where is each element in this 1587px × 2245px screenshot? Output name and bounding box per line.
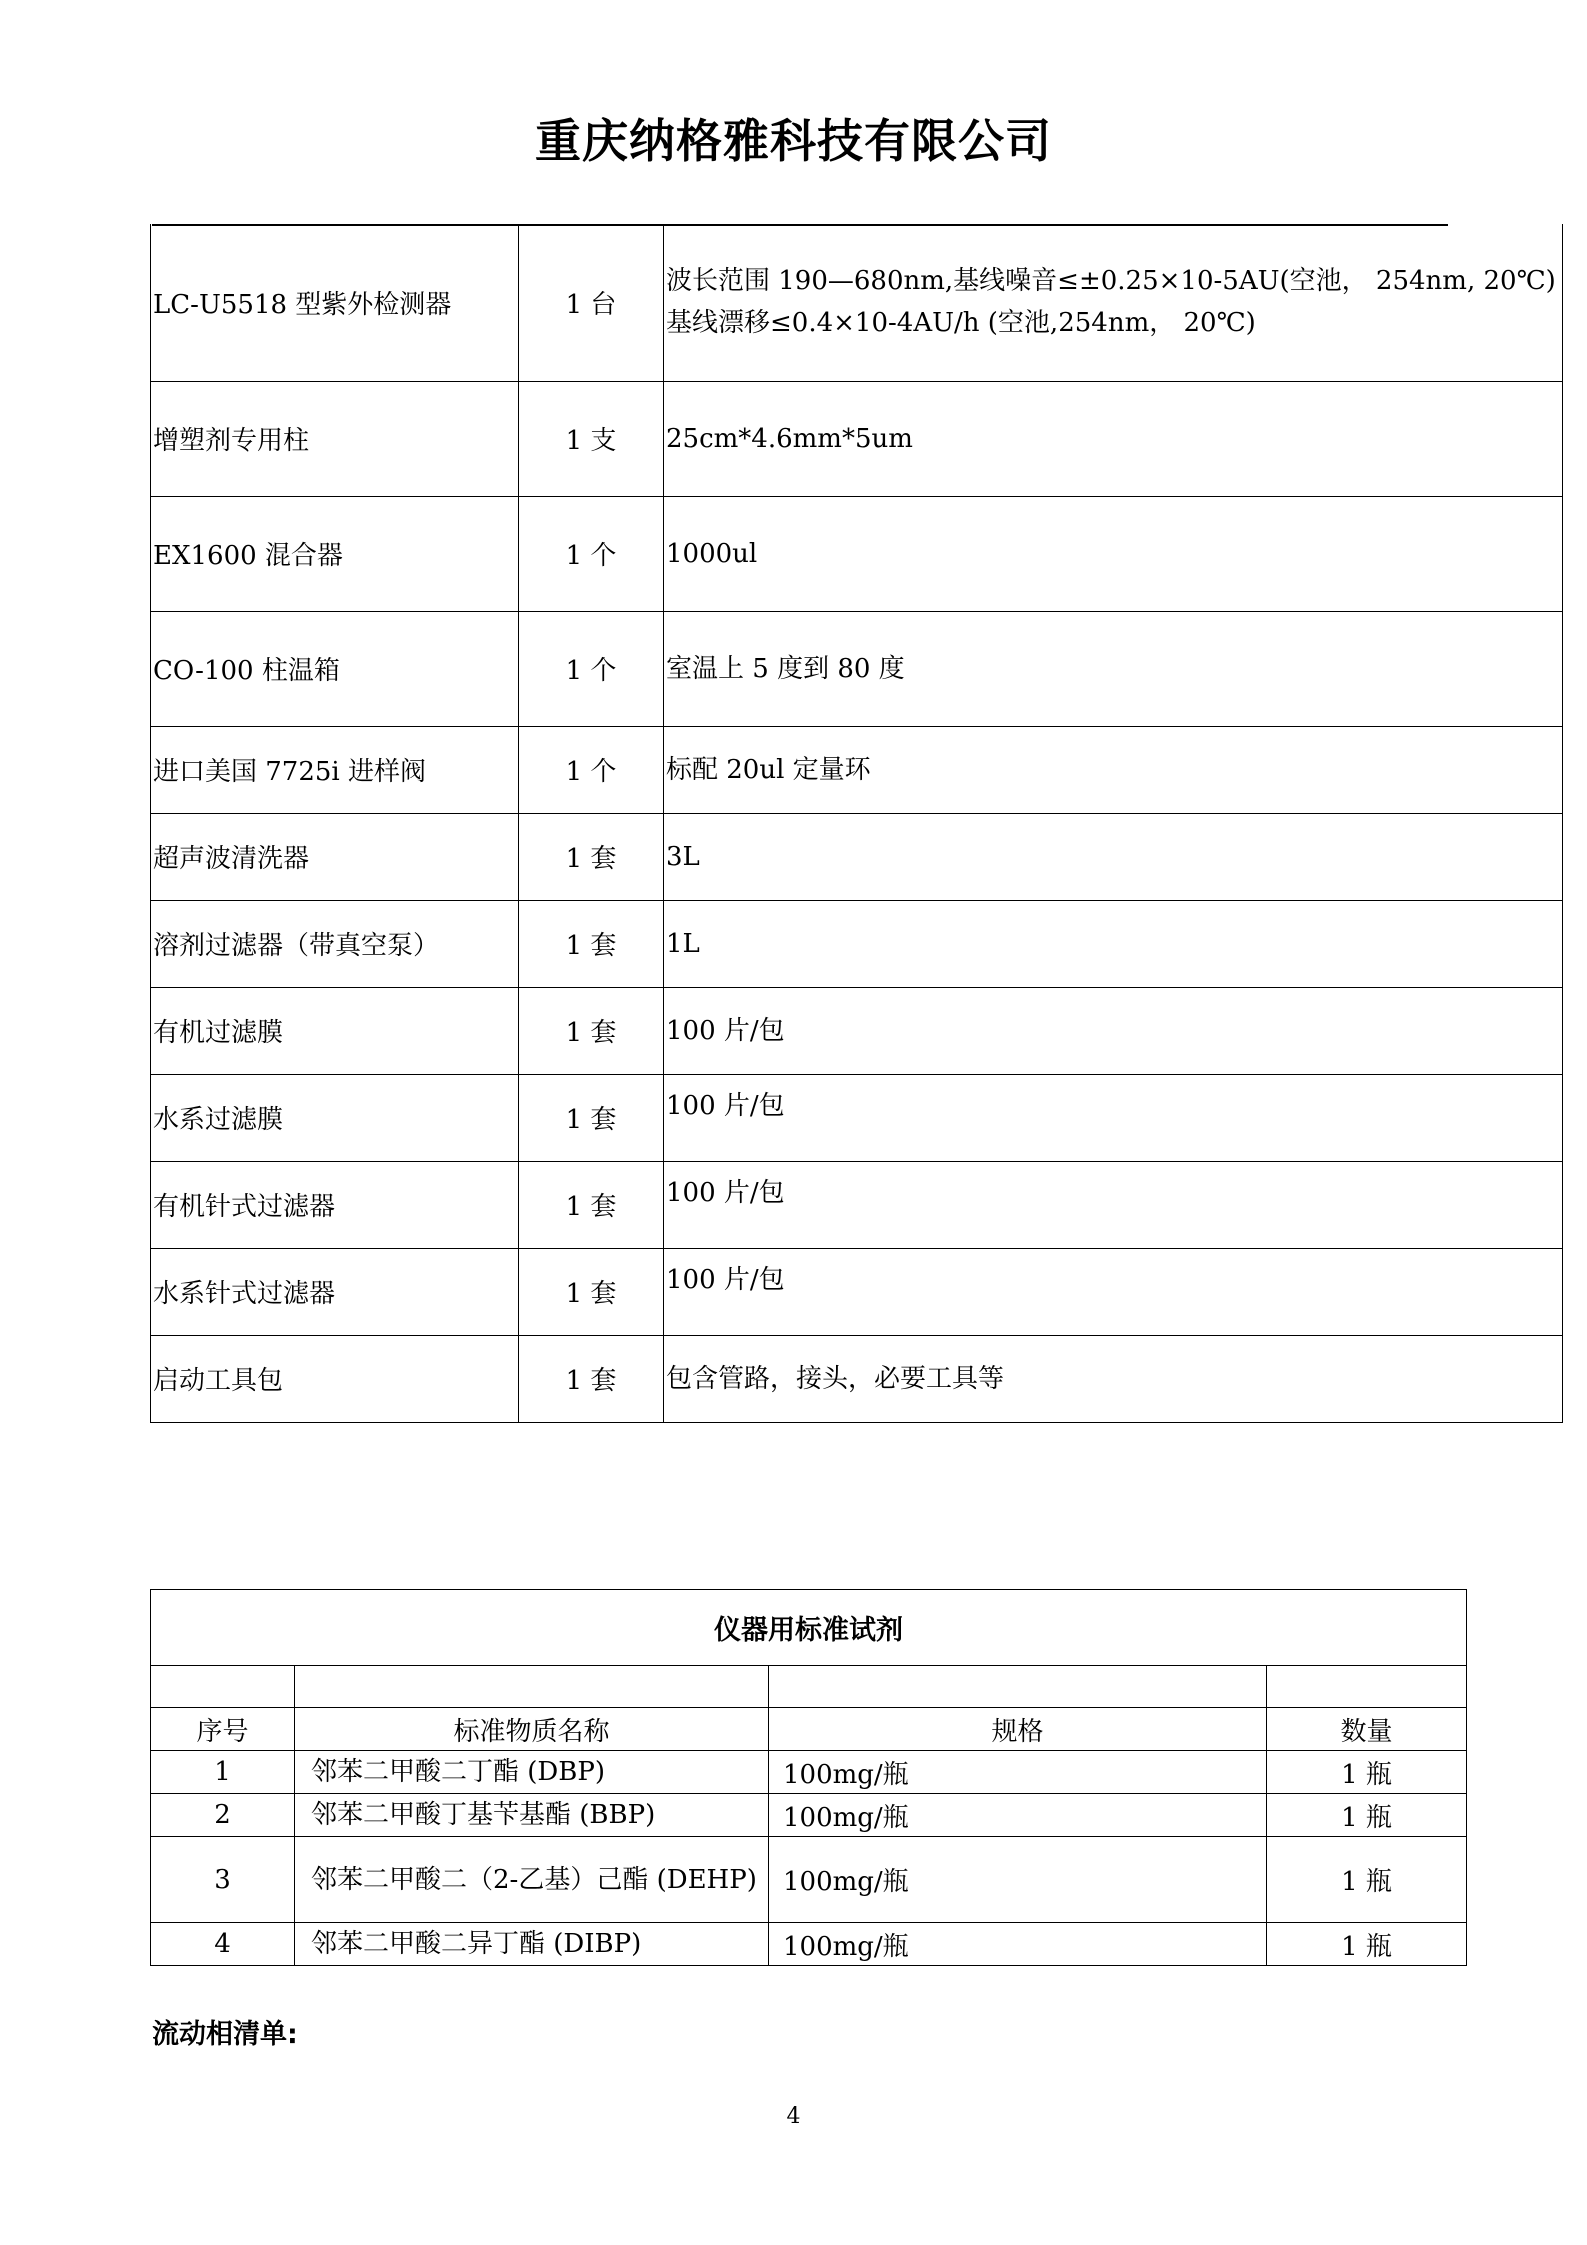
- equipment-spec: 室温上 5 度到 80 度: [664, 611, 1563, 726]
- table-row: [151, 1751, 1467, 1794]
- equipment-name: 溶剂过滤器（带真空泵）: [151, 900, 519, 987]
- reagent-qty: 1 瓶: [1267, 1923, 1467, 1966]
- equipment-qty: 1 套: [519, 813, 664, 900]
- reagent-spec: 100mg/瓶: [769, 1751, 1267, 1794]
- equipment-spec: 标配 20ul 定量环: [664, 726, 1563, 813]
- equipment-name: 启动工具包: [151, 1335, 519, 1422]
- reagent-spec: 100mg/瓶: [769, 1794, 1267, 1837]
- equipment-name: 进口美国 7725i 进样阀: [151, 726, 519, 813]
- equipment-name: 超声波清洗器: [151, 813, 519, 900]
- equipment-qty: 1 套: [519, 1335, 664, 1422]
- table-row: [151, 1335, 1563, 1422]
- table-row: [151, 900, 1563, 987]
- empty-cell: [295, 1666, 769, 1708]
- reagent-name: 邻苯二甲酸二异丁酯 (DIBP): [295, 1923, 769, 1966]
- equipment-qty: 1 支: [519, 381, 664, 496]
- equipment-name: CO-100 柱温箱: [151, 611, 519, 726]
- reagent-name: 邻苯二甲酸二（2-乙基）己酯 (DEHP): [295, 1837, 769, 1923]
- reagent-no: 2: [151, 1794, 295, 1837]
- equipment-name: 水系过滤膜: [151, 1074, 519, 1161]
- table-row: [151, 987, 1563, 1074]
- equipment-spec: 波长范围 190—680nm,基线噪音≤±0.25×10-5AU(空池， 254nm, 20℃) 基线漂移≤0.4×10-4AU/h (空池,254nm， 20℃): [664, 224, 1563, 381]
- empty-cell: [769, 1666, 1267, 1708]
- table-row: [151, 1794, 1467, 1837]
- company-title: 重庆纳格雅科技有限公司: [535, 114, 1052, 168]
- equipment-qty: 1 个: [519, 726, 664, 813]
- header-no: 序号: [151, 1708, 295, 1751]
- table-row: [151, 1161, 1563, 1248]
- equipment-name: 有机针式过滤器: [151, 1161, 519, 1248]
- equipment-qty: 1 套: [519, 1074, 664, 1161]
- equipment-spec: 100 片/包: [664, 1248, 1563, 1335]
- equipment-spec: 1L: [664, 900, 1563, 987]
- equipment-name: LC-U5518 型紫外检测器: [151, 224, 519, 381]
- equipment-spec: 100 片/包: [664, 1161, 1563, 1248]
- reagent-name: 邻苯二甲酸二丁酯 (DBP): [295, 1751, 769, 1794]
- equipment-qty: 1 个: [519, 611, 664, 726]
- reagent-table: [150, 1589, 1467, 1966]
- reagent-spec: 100mg/瓶: [769, 1837, 1267, 1923]
- table-row: [151, 1248, 1563, 1335]
- equipment-spec: 25cm*4.6mm*5um: [664, 381, 1563, 496]
- table-row: [151, 496, 1563, 611]
- table-row: [151, 1923, 1467, 1966]
- page-number: 4: [786, 2104, 801, 2129]
- reagent-spec: 100mg/瓶: [769, 1923, 1267, 1966]
- table-header-row: [151, 1708, 1467, 1751]
- equipment-name: 水系针式过滤器: [151, 1248, 519, 1335]
- table-row: [151, 813, 1563, 900]
- reagent-table-title: 仪器用标准试剂: [151, 1590, 1467, 1666]
- reagent-qty: 1 瓶: [1267, 1837, 1467, 1923]
- equipment-table: [150, 224, 1563, 1423]
- equipment-qty: 1 个: [519, 496, 664, 611]
- equipment-qty: 1 台: [519, 224, 664, 381]
- equipment-qty: 1 套: [519, 1161, 664, 1248]
- table-row: [151, 726, 1563, 813]
- equipment-spec: 100 片/包: [664, 1074, 1563, 1161]
- table-row: [151, 224, 1563, 381]
- mobile-phase-heading: 流动相清单:: [152, 2019, 298, 2050]
- equipment-qty: 1 套: [519, 900, 664, 987]
- header-name: 标准物质名称: [295, 1708, 769, 1751]
- table-row: [151, 381, 1563, 496]
- reagent-no: 3: [151, 1837, 295, 1923]
- empty-cell: [1267, 1666, 1467, 1708]
- empty-cell: [151, 1666, 295, 1708]
- reagent-qty: 1 瓶: [1267, 1751, 1467, 1794]
- reagent-qty: 1 瓶: [1267, 1794, 1467, 1837]
- equipment-name: 增塑剂专用柱: [151, 381, 519, 496]
- reagent-no: 4: [151, 1923, 295, 1966]
- equipment-spec: 100 片/包: [664, 987, 1563, 1074]
- equipment-name: EX1600 混合器: [151, 496, 519, 611]
- table-row: [151, 611, 1563, 726]
- table-title-row: [151, 1590, 1467, 1666]
- reagent-name: 邻苯二甲酸丁基苄基酯 (BBP): [295, 1794, 769, 1837]
- header-spec: 规格: [769, 1708, 1267, 1751]
- equipment-name: 有机过滤膜: [151, 987, 519, 1074]
- table-spacer-row: [151, 1666, 1467, 1708]
- equipment-qty: 1 套: [519, 987, 664, 1074]
- equipment-spec: 3L: [664, 813, 1563, 900]
- equipment-spec: 包含管路，接头，必要工具等: [664, 1335, 1563, 1422]
- table-row: [151, 1074, 1563, 1161]
- header-qty: 数量: [1267, 1708, 1467, 1751]
- equipment-spec: 1000ul: [664, 496, 1563, 611]
- table-row: [151, 1837, 1467, 1923]
- equipment-qty: 1 套: [519, 1248, 664, 1335]
- reagent-no: 1: [151, 1751, 295, 1794]
